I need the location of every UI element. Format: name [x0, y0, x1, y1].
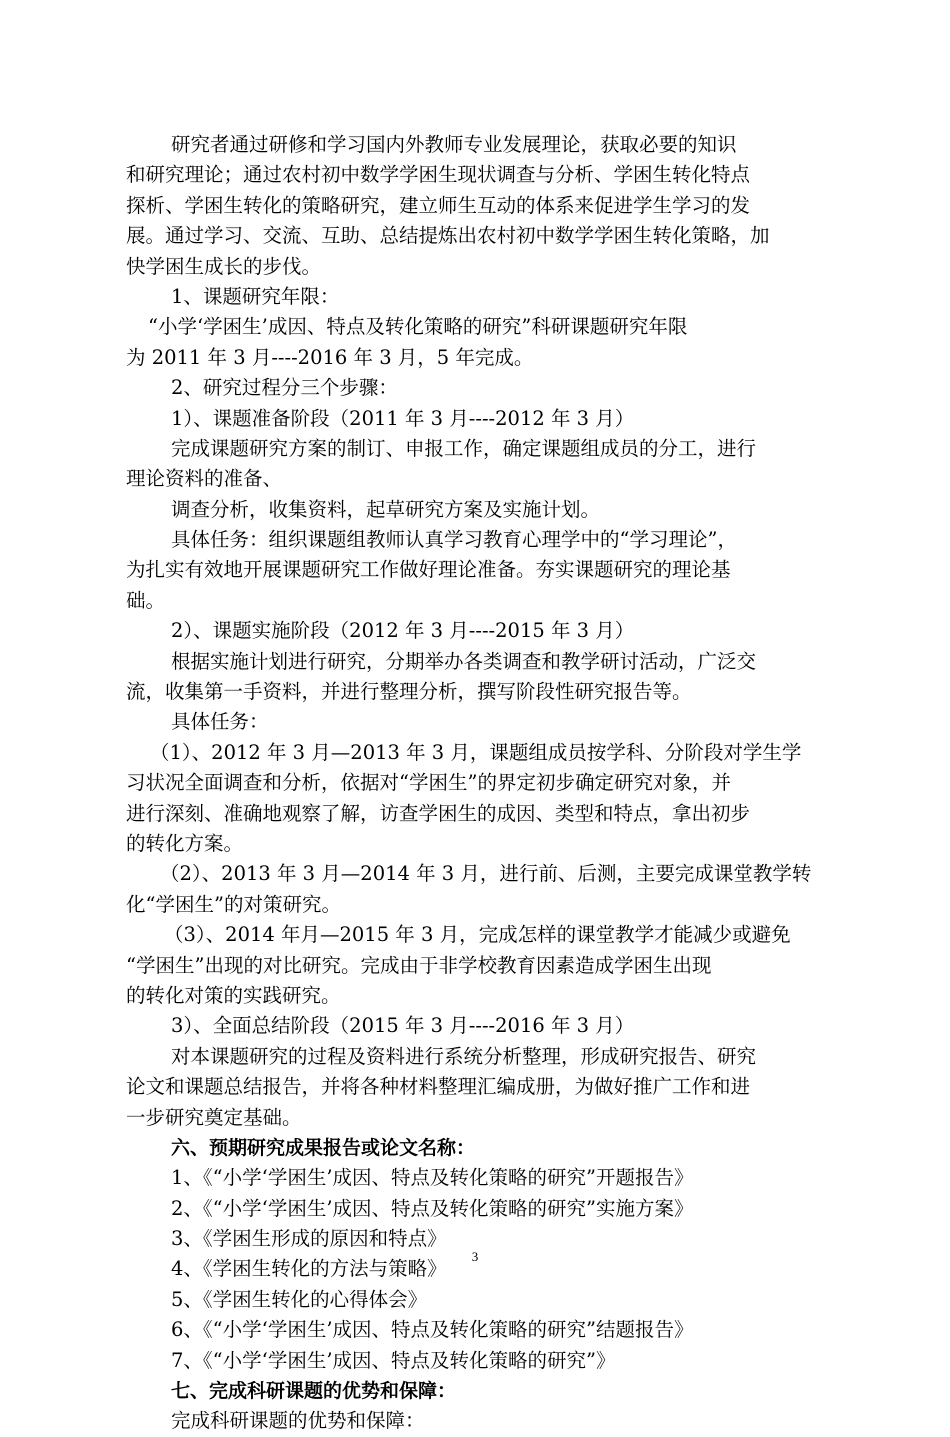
section-heading: 七、完成科研课题的优势和保障： — [171, 1380, 457, 1403]
text-line: 3、《学困生形成的原因和特点》 — [171, 1227, 447, 1251]
text-line: 础。 — [126, 588, 166, 612]
text-line: 进行深刻、准确地观察了解，访查学困生的成因、类型和特点，拿出初步 — [126, 801, 751, 825]
text-line: 1）、课题准备阶段（2011 年 3 月----2012 年 3 月） — [171, 406, 635, 430]
text-line: 研究者通过研修和学习国内外教师专业发展理论，获取必要的知识 — [171, 133, 737, 156]
text-line: 的转化方案。 — [126, 831, 244, 855]
text-line: 1、课题研究年限： — [171, 284, 340, 308]
text-line: （1）、2012 年 3 月—2013 年 3 月，课题组成员按学科、分阶段对学生学 — [150, 740, 802, 764]
text-line: 流，收集第一手资料，并进行整理分析，撰写阶段性研究报告等。 — [126, 680, 692, 704]
text-line: 论文和课题总结报告，并将各种材料整理汇编成册，为做好推广工作和进 — [126, 1075, 751, 1099]
text-line: 习状况全面调查和分析，依据对“学困生”的界定初步确定研究对象，并 — [126, 771, 731, 795]
text-line: “学困生”出现的对比研究。完成由于非学校教育因素造成学困生出现 — [126, 953, 712, 977]
text-line: 1、《“小学‘学困生’成因、特点及转化策略的研究”开题报告》 — [171, 1166, 694, 1190]
text-line: 具体任务：组织课题组教师认真学习教育心理学中的“学习理论”， — [171, 528, 737, 552]
text-line: 3）、全面总结阶段（2015 年 3 月----2016 年 3 月） — [171, 1014, 635, 1038]
text-line: 的转化对策的实践研究。 — [126, 983, 341, 1007]
text-line: 探析、学困生转化的策略研究，建立师生互动的体系来促进学生学习的发 — [126, 193, 751, 217]
text-line: 7、《“小学‘学困生’成因、特点及转化策略的研究”》 — [171, 1348, 616, 1372]
text-line: 具体任务： — [171, 710, 269, 734]
text-line: 完成课题研究方案的制订、申报工作，确定课题组成员的分工，进行 — [171, 436, 757, 460]
text-line: “小学‘学困生’成因、特点及转化策略的研究”科研课题研究年限 — [148, 315, 688, 339]
text-line: 5、《学困生转化的心得体会》 — [171, 1287, 428, 1311]
text-line: 根据实施计划进行研究，分期举办各类调查和教学研讨活动，广泛交 — [171, 649, 757, 673]
text-line: 展。通过学习、交流、互助、总结提炼出农村初中数学学困生转化策略，加 — [126, 224, 770, 248]
text-line: 完成科研课题的优势和保障： — [171, 1409, 425, 1433]
text-line: 快学困生成长的步伐。 — [126, 254, 322, 278]
text-line: 2、《“小学‘学困生’成因、特点及转化策略的研究”实施方案》 — [171, 1196, 694, 1220]
text-line: 化“学困生”的对策研究。 — [126, 892, 341, 916]
text-line: 调查分析，收集资料，起草研究方案及实施计划。 — [171, 497, 601, 521]
text-line: 2、研究过程分三个步骤： — [171, 376, 398, 400]
text-line: 一步研究奠定基础。 — [126, 1105, 302, 1129]
text-line: 为 2011 年 3 月----2016 年 3 月，5 年完成。 — [126, 345, 534, 369]
page-number: 3 — [471, 1249, 479, 1264]
text-line: （3）、2014 年月—2015 年 3 月，完成怎样的课堂教学才能减少或避免 — [164, 923, 791, 947]
document-body — [126, 130, 826, 1437]
text-line: 6、《“小学‘学困生’成因、特点及转化策略的研究”结题报告》 — [171, 1318, 694, 1342]
text-line: （2）、2013 年 3 月—2014 年 3 月，进行前、后测，主要完成课堂教学转 — [160, 862, 812, 886]
text-line: 为扎实有效地开展课题研究工作做好理论准备。夯实课题研究的理论基 — [126, 558, 731, 582]
text-line: 2）、课题实施阶段（2012 年 3 月----2015 年 3 月） — [171, 619, 635, 643]
text-line: 对本课题研究的过程及资料进行系统分析整理，形成研究报告、研究 — [171, 1044, 757, 1068]
text-line: 4、《学困生转化的方法与策略》 — [171, 1257, 447, 1281]
section-heading: 六、预期研究成果报告或论文名称： — [171, 1136, 476, 1159]
text-line: 和研究理论；通过农村初中数学学困生现状调查与分析、学困生转化特点 — [126, 163, 751, 187]
text-line: 理论资料的准备、 — [126, 467, 283, 491]
